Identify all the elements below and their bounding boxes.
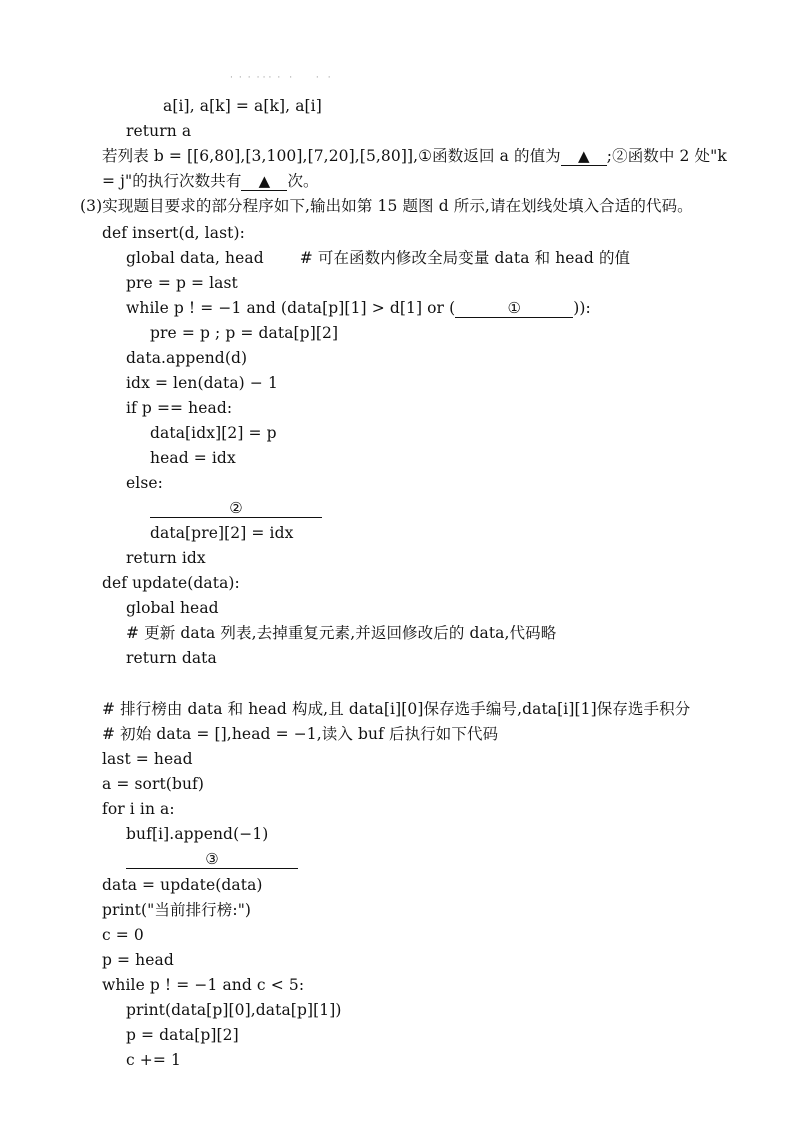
code-swap-line: a[i], a[k] = a[k], a[i] <box>163 97 322 115</box>
question-2-text-b: ;②函数中 2 处"k <box>606 147 727 165</box>
code-data-append: data.append(d) <box>126 349 248 367</box>
code-main-comment-1: # 排行榜由 data 和 head 构成,且 data[i][0]保存选手编号,data[i][1]保存选手积分 <box>102 700 691 718</box>
code-return-a: return a <box>126 122 192 140</box>
question-3-text: (3)实现题目要求的部分程序如下,输出如第 15 题图 d 所示,请在划线处填入合适的代码。 <box>80 197 693 215</box>
code-pre-p-last: pre = p = last <box>126 274 238 292</box>
code-if-head: if p == head: <box>126 399 233 417</box>
code-update-comment: # 更新 data 列表,去掉重复元素,并返回修改后的 data,代码略 <box>126 624 557 642</box>
code-global-head: global head <box>126 599 219 617</box>
answer-blank-3[interactable] <box>126 850 298 869</box>
blank-number-3: ③ <box>205 850 219 868</box>
code-blank-3-line <box>126 849 298 869</box>
code-global-data-head <box>126 248 630 268</box>
question-2-text-a: 若列表 b = [[6,80],[3,100],[7,20],[5,80]],①函数返回 a 的值为 <box>102 147 561 165</box>
code-global-comment: # 可在函数内修改全局变量 data 和 head 的值 <box>299 249 631 267</box>
question-2-line1 <box>102 146 727 166</box>
code-last-head: last = head <box>102 750 193 768</box>
code-pre-update: pre = p ; p = data[p][2] <box>150 324 339 342</box>
code-sort-buf: a = sort(buf) <box>102 775 205 793</box>
code-head-idx: head = idx <box>150 449 236 467</box>
code-else: else: <box>126 474 163 492</box>
code-blank-2-line <box>150 498 322 518</box>
code-while-main: while p ! = −1 and c < 5: <box>102 976 305 994</box>
code-data-update: data = update(data) <box>102 876 263 894</box>
code-data-idx-assign: data[idx][2] = p <box>150 424 277 442</box>
code-c-increment: c += 1 <box>126 1051 181 1069</box>
question-2-text-c: = j"的执行次数共有 <box>102 172 242 190</box>
code-print-title: print("当前排行榜:") <box>102 901 252 919</box>
code-while-prefix: while p ! = −1 and (data[p][1] > d[1] or ( <box>126 299 456 317</box>
triangle-marker: ▲ <box>577 147 590 165</box>
code-for-loop: for i in a: <box>102 800 175 818</box>
blank-number-2: ② <box>229 499 243 517</box>
answer-blank-a[interactable] <box>561 147 607 166</box>
question-2-line2 <box>102 171 319 191</box>
code-main-comment-2: # 初始 data = [],head = −1,读入 buf 后执行如下代码 <box>102 725 499 743</box>
scan-artifact: · · · · · · · · · · <box>230 73 331 83</box>
code-def-update: def update(data): <box>102 574 240 592</box>
question-2-text-d: 次。 <box>287 172 319 190</box>
answer-blank-1[interactable] <box>455 299 573 318</box>
answer-blank-b[interactable] <box>241 172 287 191</box>
blank-number-1: ① <box>507 299 522 317</box>
code-global-stmt: global data, head <box>126 249 264 267</box>
code-print-data: print(data[p][0],data[p][1]) <box>126 1001 342 1019</box>
code-while-suffix: )): <box>573 299 591 317</box>
code-return-idx: return idx <box>126 549 206 567</box>
answer-blank-2[interactable] <box>150 499 322 518</box>
code-while-insert <box>126 298 591 318</box>
code-p-next: p = data[p][2] <box>126 1026 239 1044</box>
code-idx-len: idx = len(data) − 1 <box>126 374 278 392</box>
code-return-data: return data <box>126 649 217 667</box>
code-data-pre-assign: data[pre][2] = idx <box>150 524 294 542</box>
triangle-marker: ▲ <box>258 172 271 190</box>
code-p-head: p = head <box>102 951 174 969</box>
code-buf-append: buf[i].append(−1) <box>126 825 269 843</box>
code-def-insert: def insert(d, last): <box>102 224 245 242</box>
code-c-zero: c = 0 <box>102 926 144 944</box>
